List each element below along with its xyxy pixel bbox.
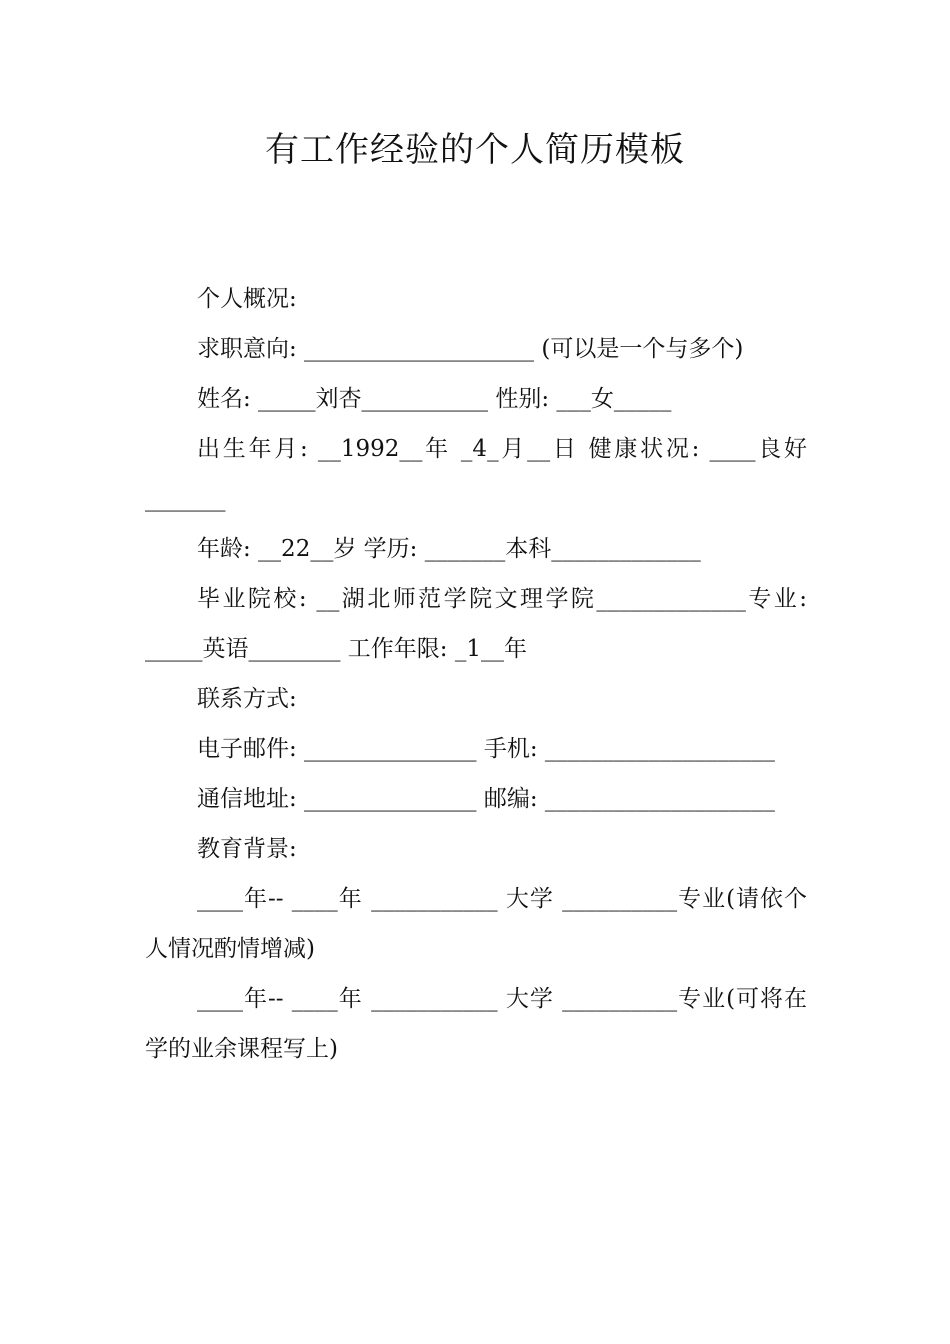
- education-entry-2: ____年-- ____年 ___________ 大学 __________专业(可将在学的业余课程写上): [145, 986, 807, 1062]
- name-gender-line: 姓名: _____刘杏___________ 性别: ___女_____: [197, 386, 672, 412]
- section-heading-contact: 联系方式:: [197, 686, 297, 712]
- section-heading-personal: 个人概况:: [197, 286, 297, 312]
- document-title: 有工作经验的个人简历模板: [265, 130, 685, 170]
- document-body: [145, 274, 815, 1074]
- education-entry-1: ____年-- ____年 ___________ 大学 __________专业(请依个人情况酌情增减): [145, 886, 807, 962]
- school-major-line: 毕业院校: __湖北师范学院文理学院_____________专业: _____英语________ 工作年限: _1__年: [145, 586, 815, 662]
- email-phone-line: 电子邮件: _______________ 手机: ____________________: [197, 736, 775, 762]
- section-heading-education: 教育背景:: [197, 836, 297, 862]
- address-postcode-line: 通信地址: _______________ 邮编: ____________________: [197, 786, 775, 812]
- job-intention-line: 求职意向: ____________________ (可以是一个与多个): [197, 336, 744, 362]
- age-education-line: 年龄: __22__岁 学历: _______本科_____________: [197, 536, 701, 562]
- birth-health-line: 出生年月: __1992__年 _4_月__日 健康状况: ____良好_______: [145, 436, 807, 512]
